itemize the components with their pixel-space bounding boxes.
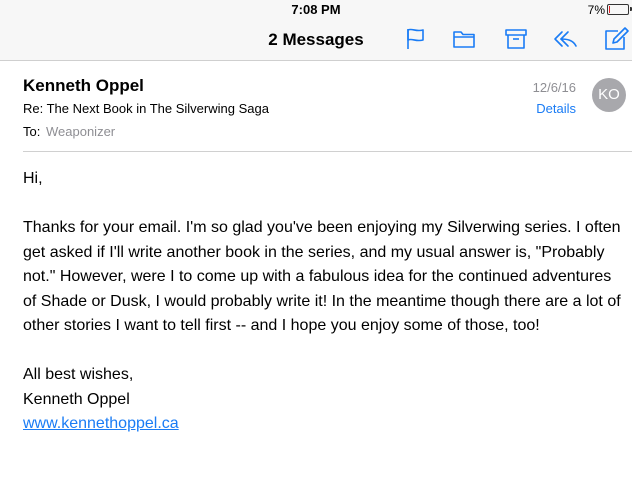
archive-icon[interactable]	[503, 27, 529, 51]
signature: Kenneth Oppel	[23, 390, 130, 408]
body-paragraph: Thanks for your email. I'm so glad you've been enjoying my Silverwing series. I often get asked if I'll write another book in the series, and my usual answer is, "Probably not." However, were I to come up with a fabulous idea for the continued adventures of Shade or Dusk, I would probably write it! In the meantime though there are a lot of other stories I want to tell first -- and I hope you enjoy some of those, too!	[23, 219, 621, 334]
to-label: To:	[23, 124, 41, 139]
status-time: 7:08 PM	[291, 2, 341, 17]
sender-avatar[interactable]: KO	[592, 78, 626, 112]
header-divider	[23, 151, 632, 152]
closing: All best wishes,	[23, 366, 134, 383]
greeting: Hi,	[23, 170, 43, 187]
compose-icon[interactable]	[603, 27, 629, 51]
folder-icon[interactable]	[451, 27, 477, 51]
sender-name[interactable]: Kenneth Oppel	[23, 76, 144, 95]
reply-icon[interactable]	[552, 27, 578, 51]
battery-level	[609, 6, 610, 13]
nav-title: 2 Messages	[268, 30, 364, 49]
flag-icon[interactable]	[403, 27, 429, 51]
message-date: 12/6/16	[532, 80, 576, 95]
battery-icon	[607, 4, 629, 15]
details-link[interactable]: Details	[536, 101, 576, 116]
top-bar	[0, 0, 632, 61]
website-link[interactable]: www.kennethoppel.ca	[23, 415, 179, 432]
recipient-name[interactable]: Weaponizer	[46, 124, 116, 139]
message-body	[23, 167, 623, 437]
battery-percent: 7%	[587, 3, 605, 17]
message-subject: Re: The Next Book in The Silverwing Saga	[23, 101, 269, 116]
